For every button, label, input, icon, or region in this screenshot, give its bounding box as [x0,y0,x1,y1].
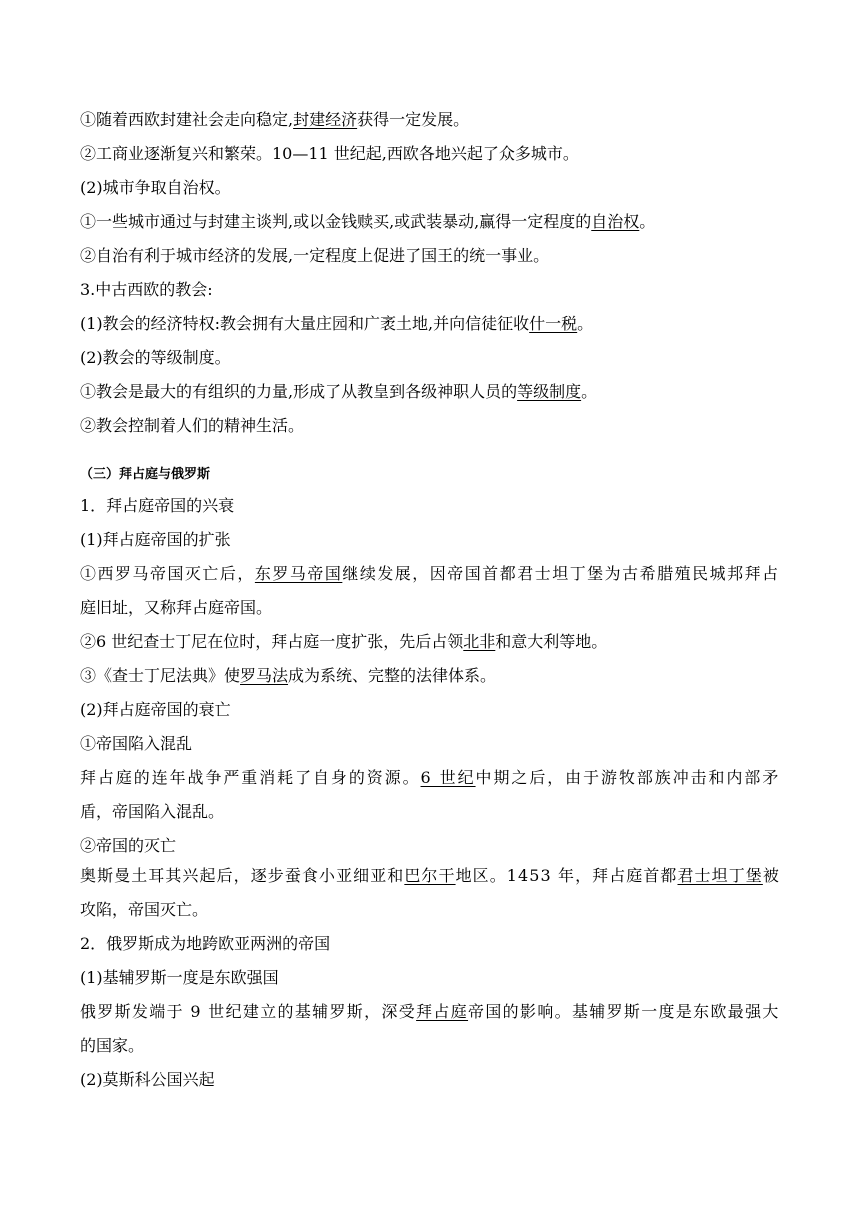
text-line [80,1070,215,1090]
text-line [80,416,304,436]
underlined-answer: 6 世纪 [420,768,476,787]
text-line [80,968,279,988]
text-line [80,530,231,550]
text-line [80,382,597,402]
text-segment: 帝国的影响。基辅罗斯一度是东欧最强大 [468,1002,780,1021]
text-segment: 。 [577,314,594,333]
underlined-answer: 等级制度 [517,382,582,401]
text-segment: (1)教会的经济特权:教会拥有大量庄园和广袤土地,并向信徒征收 [80,314,530,333]
text-segment: ②6 世纪查士丁尼在位时，拜占庭一度扩张，先后占领 [80,632,464,651]
text-line [80,1036,144,1056]
text-segment: 被 [762,866,780,885]
underlined-answer: 拜占庭 [416,1002,469,1021]
text-segment: (1)拜占庭帝国的扩张 [80,530,231,549]
text-line [80,314,593,334]
text-segment: 成为系统、完整的法律体系。 [288,666,497,685]
underlined-answer: 巴尔干 [404,866,456,885]
text-line [80,564,780,584]
text-line [80,348,231,368]
text-segment: ①教会是最大的有组织的力量,形成了从教皇到各级神职人员的 [80,382,518,401]
text-segment: 和意大利等地。 [495,632,608,651]
text-segment: （三）拜占庭与俄罗斯 [80,467,211,482]
underlined-answer: 君士坦丁堡 [677,866,763,885]
text-segment: ①随着西欧封建社会走向稳定, [80,110,294,129]
underlined-answer: 自治权 [591,212,640,231]
text-segment: ①帝国陷入混乱 [80,734,193,753]
text-segment: 1．拜占庭帝国的兴衰 [80,496,235,515]
text-segment: (1)基辅罗斯一度是东欧强国 [80,968,279,987]
text-segment: 。 [639,212,656,231]
text-segment: 地区。1453 年，拜占庭首都 [455,866,678,885]
text-line [80,178,231,198]
underlined-answer: 东罗马帝国 [254,564,343,583]
text-segment: 盾，帝国陷入混乱。 [80,802,225,821]
text-segment: ②帝国的灭亡 [80,836,177,855]
text-segment: (2)莫斯科公国兴起 [80,1070,215,1089]
text-segment: ①西罗马帝国灭亡后， [80,564,255,583]
text-line [80,1002,780,1022]
text-segment: (2)城市争取自治权。 [80,178,231,197]
text-line [80,734,192,754]
text-line [80,496,234,516]
text-segment: 3.中古西欧的教会: [80,280,213,299]
text-segment: ③《查士丁尼法典》使 [80,666,241,685]
text-segment: (2)教会的等级制度。 [80,348,231,367]
text-segment: 拜占庭的连年战争严重消耗了自身的资源。 [80,768,421,787]
text-segment: 。 [581,382,598,401]
text-line [80,246,549,266]
text-segment: 的国家。 [80,1036,145,1055]
text-line [80,934,330,954]
text-segment: 奥斯曼土耳其兴起后，逐步蚕食小亚细亚和 [80,866,405,885]
underlined-answer: 罗马法 [240,666,289,685]
text-line [80,212,655,232]
text-segment: 攻陷，帝国灭亡。 [80,900,209,919]
text-line [80,866,780,886]
text-segment: 获得一定发展。 [357,110,470,129]
text-line [80,700,231,720]
text-segment: ②自治有利于城市经济的发展,一定程度上促进了国王的统一事业。 [80,246,550,265]
text-segment: 俄罗斯发端于 9 世纪建立的基辅罗斯，深受 [80,1002,417,1021]
text-segment: (2)拜占庭帝国的衰亡 [80,700,231,719]
text-line [80,110,469,130]
text-line [80,144,579,164]
text-segment: ①一些城市通过与封建主谈判,或以金钱赎买,或武装暴动,赢得一定程度的 [80,212,592,231]
underlined-answer: 封建经济 [293,110,358,129]
text-segment: 继续发展，因帝国首都君士坦丁堡为古希腊殖民城邦拜占 [342,564,780,583]
text-line [80,598,272,618]
text-segment: ②教会控制着人们的精神生活。 [80,416,305,435]
text-segment: 2．俄罗斯成为地跨欧亚两洲的帝国 [80,934,331,953]
underlined-answer: 什一税 [529,314,578,333]
text-line [80,280,213,300]
text-segment: 庭旧址，又称拜占庭帝国。 [80,598,273,617]
text-line [80,632,607,652]
text-line [80,666,496,686]
section-heading [80,465,210,485]
text-line [80,836,176,856]
text-segment: 中期之后，由于游牧部族冲击和内部矛 [475,768,781,787]
text-line [80,900,208,920]
text-line [80,768,780,788]
underlined-answer: 北非 [463,632,496,651]
text-segment: ②工商业逐渐复兴和繁荣。10—11 世纪起,西欧各地兴起了众多城市。 [80,144,579,163]
text-line [80,802,224,822]
